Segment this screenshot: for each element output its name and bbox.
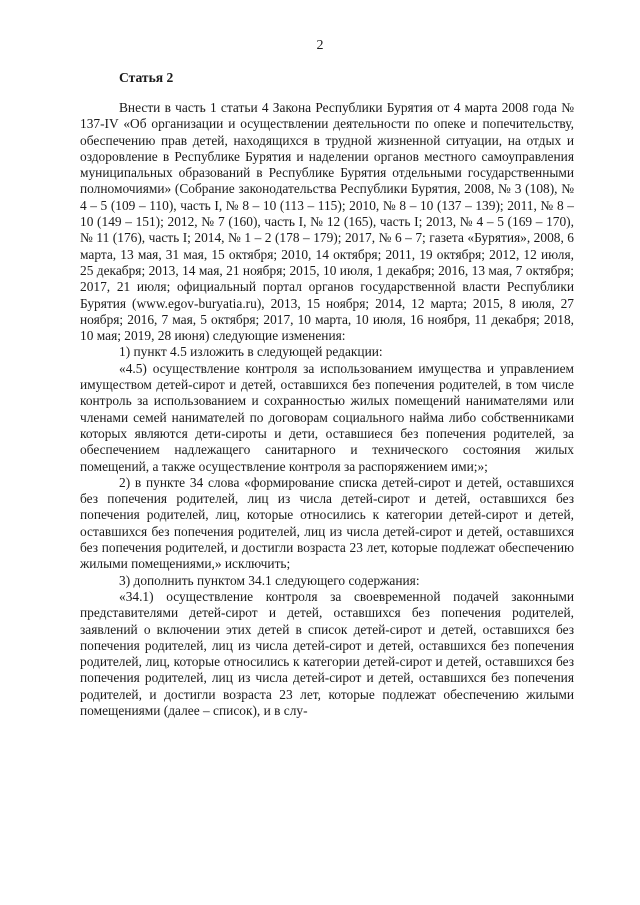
document-body [80, 100, 574, 719]
article-heading: Статья 2 [119, 70, 174, 85]
paragraph-item-1-text: «4.5) осуществление контроля за использованием имущества и управлением имуществом детей-сирот и детей, оставшихся без попечения родителей, в том числе контроль за использованием и сохранностью жилых помещений нанимателями или членами семей нанимателей по договорам социального найма либо собственниками которых являются дети-сироты и дети, оставшиеся без попечения родителей, за обеспечением надлежащего санитарного и технического состояния жилых помещений, а также осуществление контроля за распоряжением ими;»; [80, 360, 574, 474]
paragraph-item-2: 2) в пункте 34 слова «формирование списка детей-сирот и детей, оставшихся без попечения родителей, лиц из числа детей-сирот и детей, оставшихся без попечения родителей, лиц, которые относились к категории детей-сирот и детей, оставшихся без попечения родителей, лиц из числа детей-сирот и детей, оставшихся без попечения родителей, и достигли возраста 23 лет, которые подлежат обеспечению жилыми помещениями,» исключить; [80, 474, 574, 572]
paragraph-item-3-text: «34.1) осуществление контроля за своевременной подачей законными представителями детей-сирот и детей, оставшихся без попечения родителей, заявлений о включении этих детей в список детей-сирот и детей, оставшихся без попечения родителей, лиц из числа детей-сирот и детей, оставшихся без попечения родителей, лиц, которые относились к категории детей-сирот и детей, оставшихся без попечения родителей, лиц из числа детей-сирот и детей, оставшихся без попечения родителей, и достигли возраста 23 лет, которые подлежат обеспечению жилыми помещениями (далее – список), и в слу- [80, 588, 574, 718]
paragraph-item-3: 3) дополнить пунктом 34.1 следующего содержания: [119, 572, 420, 588]
paragraph-item-1: 1) пункт 4.5 изложить в следующей редакции: [119, 344, 383, 360]
paragraph-intro: Внести в часть 1 статьи 4 Закона Республики Бурятия от 4 марта 2008 года № 137-IV «Об организации и осуществлении деятельности по опеке и попечительству, обеспечению прав детей, находящихся в трудной жизненной ситуации, на отдых и оздоровление в Республике Бурятия и наделении органов местного самоуправления муниципальных образований в Республике Бурятия отдельными государственными полномочиями» (Собрание законодательства Республики Бурятия, 2008, № 3 (108), № 4 – 5 (109 – 110), часть I, № 8 – 10 (113 – 115); 2010, № 8 – 10 (137 – 139); 2011, № 8 – 10 (149 – 151); 2012, № 7 (160), часть I, № 12 (165), часть I; 2013, № 4 – 5 (169 – 170), № 11 (176), часть I; 2014, № 1 – 2 (178 – 179); 2017, № 6 – 7; газета «Бурятия», 2008, 6 марта, 13 мая, 31 мая, 15 октября; 2010, 14 октября; 2011, 19 октября; 2012, 12 июля, 25 декабря; 2013, 14 мая, 21 ноября; 2015, 10 июля, 1 декабря; 2016, 13 мая, 7 октября; 2017, 21 июля; официальный портал органов государственной власти Республики Бурятия (www.egov-buryatia.ru), 2013, 15 ноября; 2014, 12 марта; 2015, 8 июля, 27 ноября; 2016, 7 мая, 5 октября; 2017, 10 марта, 10 июля, 16 ноября, 11 декабря; 2018, 10 мая; 2019, 28 июня) следующие изменения: [80, 100, 574, 344]
page-number: 2 [316, 38, 324, 53]
